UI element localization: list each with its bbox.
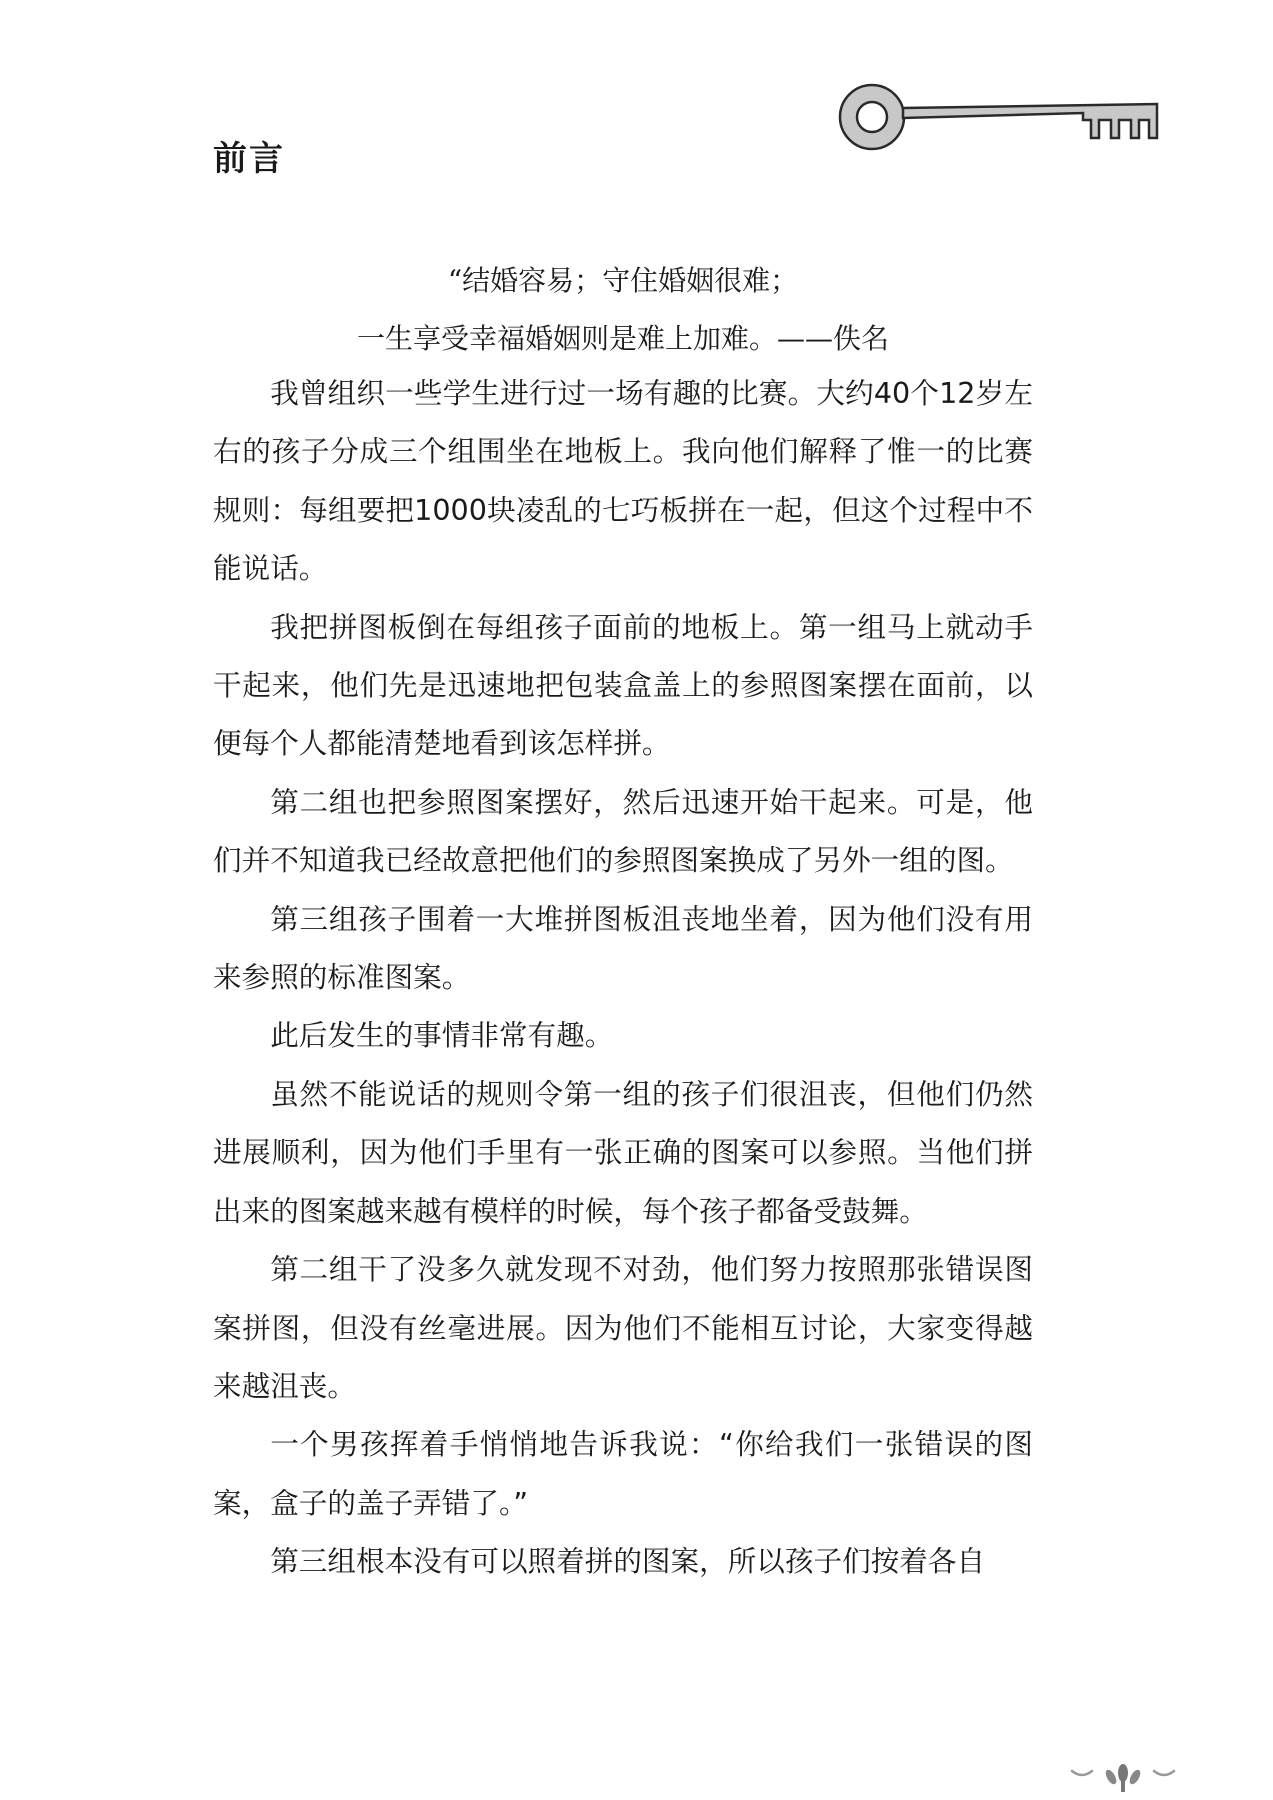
epigraph bbox=[213, 252, 1033, 368]
page-title: 前言 bbox=[213, 139, 285, 179]
paragraph: 第三组根本没有可以照着拼的图案，所以孩子们按着各自 bbox=[270, 1544, 986, 1579]
paragraph: 第二组干了没多久就发现不对劲，他们努力按照那张错误图案拼图，但没有丝毫进展。因为他们不能相互讨论，大家变得越来越沮丧。 bbox=[213, 1252, 1033, 1403]
epigraph-line: 一生享受幸福婚姻则是难上加难。——佚名 bbox=[356, 322, 889, 355]
flower-ornament-icon bbox=[1068, 1763, 1178, 1793]
paragraph: 一个男孩挥着手悄悄地告诉我说：“你给我们一张错误的图案，盒子的盖子弄错了。” bbox=[213, 1427, 1033, 1520]
key-icon bbox=[835, 80, 1160, 155]
body-text bbox=[213, 364, 1033, 1591]
epigraph-line: “结婚容易；守住婚姻很难； bbox=[447, 264, 799, 297]
paragraph: 此后发生的事情非常有趣。 bbox=[270, 1018, 614, 1053]
paragraph: 虽然不能说话的规则令第一组的孩子们很沮丧，但他们仍然进展顺利，因为他们手里有一张正确的图案可以参照。当他们拼出来的图案越来越有模样的时候，每个孩子都备受鼓舞。 bbox=[213, 1076, 1033, 1228]
paragraph: 我把拼图板倒在每组孩子面前的地板上。第一组马上就动手干起来，他们先是迅速地把包装盒盖上的参照图案摆在面前，以便每个人都能清楚地看到该怎样拼。 bbox=[213, 609, 1033, 761]
paragraph: 第三组孩子围着一大堆拼图板沮丧地坐着，因为他们没有用来参照的标准图案。 bbox=[213, 901, 1033, 995]
paragraph: 第二组也把参照图案摆好，然后迅速开始干起来。可是，他们并不知道我已经故意把他们的参照图案换成了另外一组的图。 bbox=[213, 784, 1033, 878]
paragraph: 我曾组织一些学生进行过一场有趣的比赛。大约40个12岁左右的孩子分成三个组围坐在地板上。我向他们解释了惟一的比赛规则：每组要把1000块凌乱的七巧板拼在一起，但这个过程中不能说话。 bbox=[213, 376, 1033, 586]
